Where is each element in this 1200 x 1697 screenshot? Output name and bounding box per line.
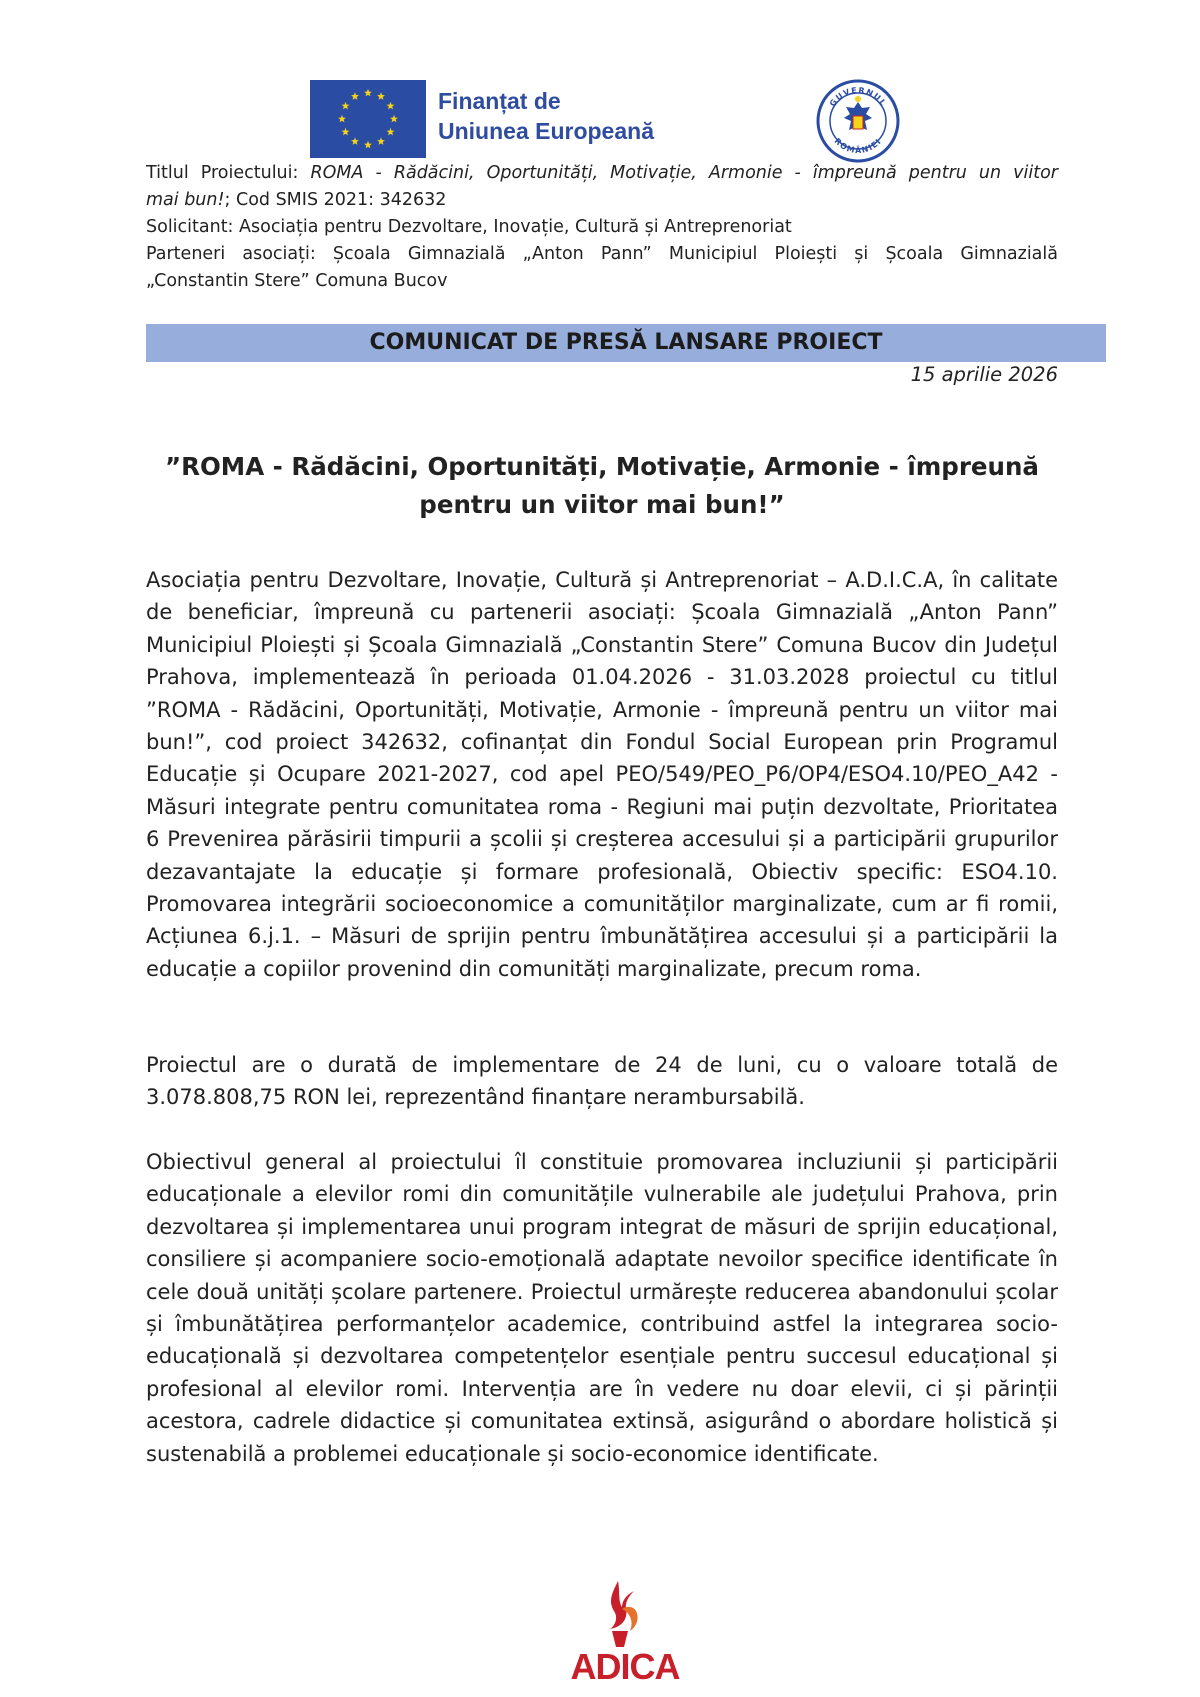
header-logos <box>310 80 910 162</box>
main-title-line1: ”ROMA - Rădăcini, Oportunități, Motivație, Armonie - împreună <box>165 452 1039 481</box>
project-title-cont: mai bun! <box>146 190 225 210</box>
applicant: Solicitant: Asociația pentru Dezvoltare, Inovație, Cultură și Antreprenoriat <box>146 217 792 237</box>
romanian-government-seal-icon <box>815 78 901 164</box>
svg-text:ROMÂNIEI: ROMÂNIEI <box>832 136 884 156</box>
partners-line2: „Constantin Stere” Comuna Bucov <box>146 271 448 291</box>
release-date: 15 aprilie 2026 <box>910 363 1058 386</box>
project-title: ROMA - Rădăcini, Oportunități, Motivație, Armonie - împreună pentru un viitor <box>310 163 1058 183</box>
project-title-line <box>146 160 1058 187</box>
paragraph-project-intro: Asociația pentru Dezvoltare, Inovație, Cultură și Antreprenoriat – A.D.I.C.A, în calitate de beneficiar, împreună cu partenerii asociați: Școala Gimnazială „Anton Pann” Municipiul Ploiești și Școala Gimnazială „Constantin Stere” Comuna Bucov din Județul Prahova, implementează în perioada 01.04.2026 - 31.03.2028 proiectul cu titlul ”ROMA - Rădăcini, Oportunități, Motivație, Armonie - împreună pentru un viitor mai bun!”, cod proiect 342632, cofinanțat din Fondul Social European prin Programul Educație și Ocupare 2021-2027, cod apel PEO/549/PEO_P6/OP4/ESO4.10/PEO_A42 - Măsuri integrate pentru comunitatea roma - Regiuni mai puțin dezvoltate, Prioritatea 6 Prevenirea părăsirii timpurii a școlii și creșterea accesului și a participării grupurilor dezavantajate la educație și formare profesională, Obiectiv specific: ESO4.10. Promovarea integrării socioeconomice a comunităților marginalizate, cum ar fi romii, Acțiunea 6.j.1. – Măsuri de sprijin pentru îmbunătățirea accesului și a participării la educație a copiilor provenind din comunități marginalizate, precum roma. <box>146 568 1058 981</box>
svg-text:ADICA: ADICA <box>570 1646 680 1687</box>
paragraph-duration-value: Proiectul are o durată de implementare de 24 de luni, cu o valoare totală de 3.078.808,75 RON lei, reprezentând finanțare nerambursabilă. <box>146 1053 1058 1110</box>
eu-flag-icon <box>310 80 426 158</box>
paragraph-general-objective: Obiectivul general al proiectului îl constituie promovarea incluziunii și participării educaționale a elevilor romi din comunitățile vulnerabile ale județului Prahova, prin dezvoltarea și implementarea unui program integrat de măsuri de sprijin educațional, consiliere și acompaniere socio-emoțională adaptate nevoilor specifice identificate în cele două unități școlare partenere. Proiectul urmărește reducerea abandonului școlar și îmbunătățirea performanțelor academice, contribuind astfel la integrarea socio-educațională și dezvoltarea competențelor esențiale pentru succesul educațional și profesional al elevilor romi. Intervenția are în vedere nu doar elevii, ci și părinții acestora, cadrele didactice și comunitatea extinsă, asigurând o abordare holistică și sustenabilă a problemei educaționale și socio-economice identificate. <box>146 1150 1058 1466</box>
eu-funding-text <box>438 86 654 146</box>
svg-text:GUVERNUL: GUVERNUL <box>827 85 889 109</box>
project-main-title <box>146 448 1058 524</box>
smis-code: ; Cod SMIS 2021: 342632 <box>224 190 447 210</box>
partners-line1: Parteneri asociați: Școala Gimnazială „Anton Pann” Municipiul Ploiești și Școala Gimnazială <box>146 244 1058 264</box>
project-title-label: Titlul Proiectului: <box>146 163 311 183</box>
eu-funding-line2: Uniunea Europeană <box>438 118 654 144</box>
adica-logo-icon <box>560 1575 690 1687</box>
eu-funding-line1: Finanțat de <box>438 88 561 114</box>
project-header <box>146 160 1058 295</box>
project-title-line-2 <box>146 187 1058 214</box>
press-release-title: COMUNICAT DE PRESĂ LANSARE PROIECT <box>369 330 883 355</box>
main-title-line2: pentru un viitor mai bun!” <box>419 490 785 519</box>
